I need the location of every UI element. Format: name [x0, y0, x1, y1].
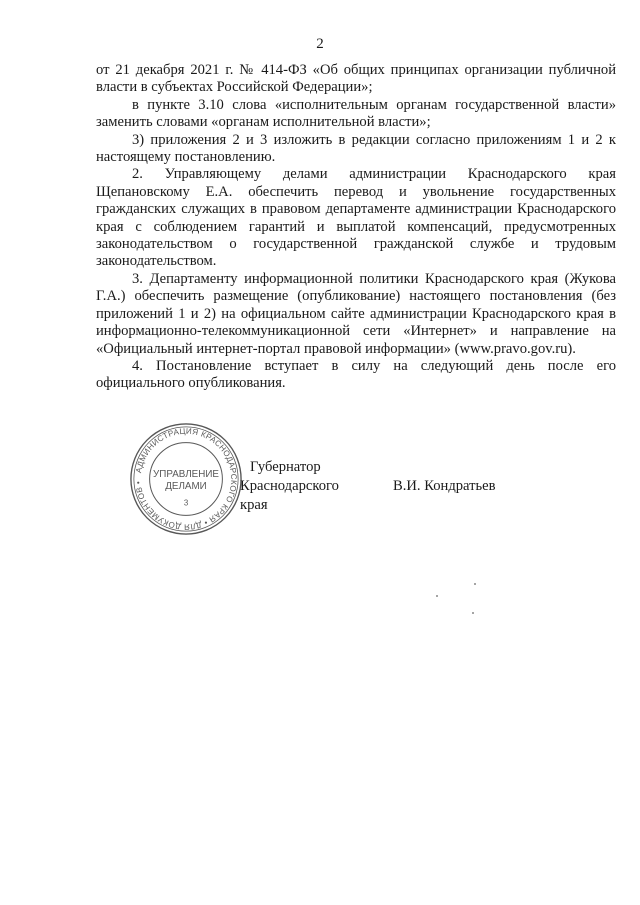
signatory-position	[240, 458, 370, 515]
paragraph: 3. Департаменту информационной политики Краснодарского края (Жукова Г.А.) обеспечить размещение (опубликование) настоящего постановления (без приложений 1 и 2) на официальном сайте администрации Краснодарского края в информационно-телекоммуникационной сети «Интернет» и направление на «Официальный интернет-портал правовой информации» (www.pravo.gov.ru).	[96, 270, 616, 357]
document-body	[96, 62, 616, 393]
page-number: 2	[316, 36, 324, 52]
position-line: Краснодарского края	[240, 478, 339, 513]
position-line: Губернатор	[250, 459, 321, 475]
signature-block	[96, 458, 616, 548]
stamp-outer-text: АДМИНИСТРАЦИЯ КРАСНОДАРСКОГО КРАЯ • ДЛЯ ДОКУМЕНТОВ •	[133, 426, 239, 532]
stamp-inner-line2: ДЕЛАМИ	[165, 480, 207, 492]
stamp-number: 3	[183, 498, 189, 508]
paragraph: 4. Постановление вступает в силу на следующий день после его официального опубликования.	[96, 357, 616, 392]
stamp-inner-line1: УПРАВЛЕНИЕ	[153, 469, 219, 481]
scan-speck	[472, 612, 474, 614]
paragraph: от 21 декабря 2021 г. № 414-ФЗ «Об общих принципах организации публичной власти в субъектах Российской Федерации»;	[96, 62, 616, 96]
paragraph: 2. Управляющему делами администрации Краснодарского края Щепановскому Е.А. обеспечить перевод и увольнение государственных гражданских служащих в правовом департаменте администрации Краснодарского края с соблюдением гарантий и выплатой компенсаций, предусмотренных законодательством о государственной гражданской службе и трудовым законодательством.	[96, 166, 616, 270]
scan-speck	[474, 583, 476, 585]
paragraph: 3) приложения 2 и 3 изложить в редакции согласно приложениям 1 и 2 к настоящему постановлению.	[96, 131, 616, 166]
scan-speck	[436, 595, 438, 597]
paragraph: в пункте 3.10 слова «исполнительным органам государственной власти» заменить словами «органам исполнительной власти»;	[96, 96, 616, 131]
signatory-name: В.И. Кондратьев	[393, 478, 496, 494]
